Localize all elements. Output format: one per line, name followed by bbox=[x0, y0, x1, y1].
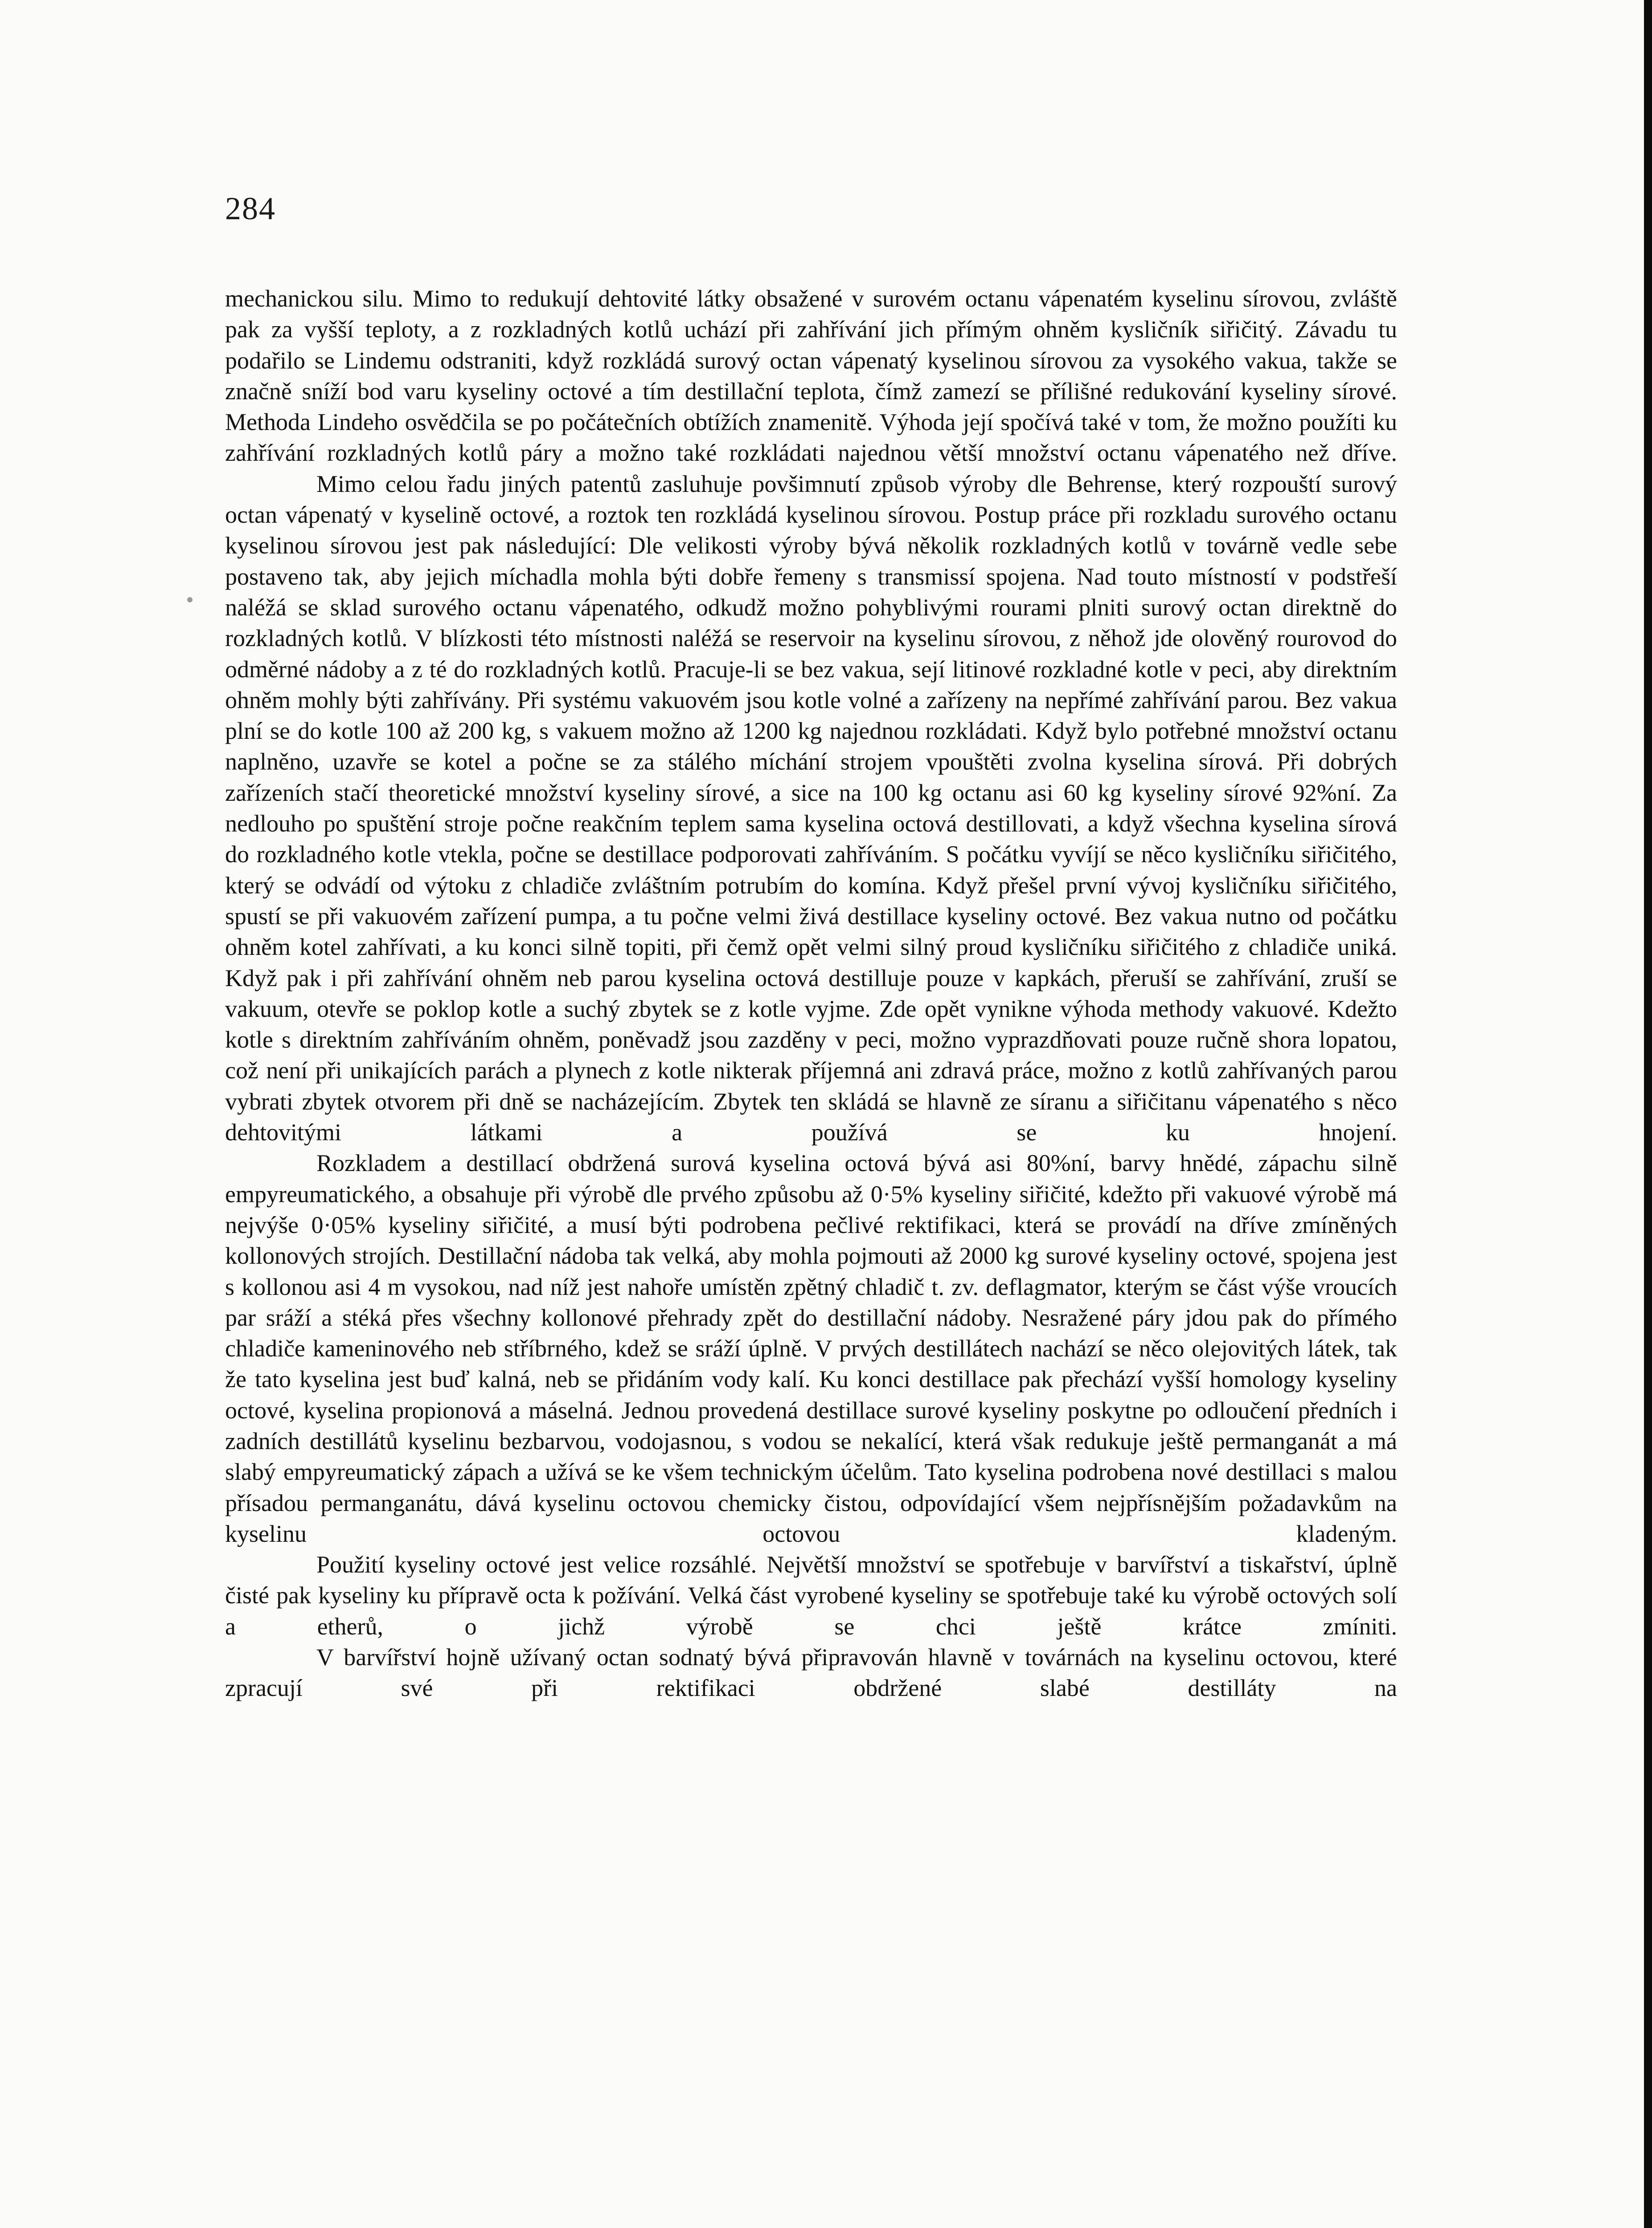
body-text bbox=[225, 283, 1397, 1704]
paragraph-uses: Použití kyseliny octové jest velice rozsáhlé. Největší množství se spotřebuje v barvířství a tiskařství, úplně čisté pak kyseliny ku přípravě octa k požívání. Velká část vyrobené kyseliny se spotřebuje také ku výrobě octových solí a etherů, o jichž výrobě se chci ještě krátce zmíniti. bbox=[225, 1551, 1397, 1640]
paragraph-rectification: Rozkladem a destillací obdržená surová kyselina octová bývá asi 80%ní, barvy hnědé, zápachu silně empyreumatického, a obsahuje při výrobě dle prvého způsobu až 0·5% kyseliny siřičité, kdežto při vakuové výrobě má nejvýše 0·05% kyseliny siřičité, a musí býti podrobena pečlivé rektifikaci, která se provádí na dříve zmíněných kollonových strojích. Destillační nádoba tak velká, aby mohla pojmouti až 2000 kg surové kyseliny octové, spojena jest s kollonou asi 4 m vysokou, nad níž jest nahoře umístěn zpětný chladič t. zv. deflagmator, kterým se část výše vroucích par sráží a stéká přes všechny kollonové přehrady zpět do destillační nádoby. Nesražené páry jdou pak do přímého chladiče kameninového neb stříbrného, kdež se sráží úplně. V prvých destillátech nachází se něco olejovitých látek, tak že tato kyselina jest buď kalná, neb se přidáním vody kalí. Ku konci destillace pak přechází vyšší homology kyseliny octové, kyselina propionová a máselná. Jednou provedená destillace surové kyseliny poskytne po odloučení předních i zadních destillátů kyselinu bezbarvou, vodojasnou, s vodou se nekalící, která však redukuje ještě permanganát a má slabý empyreumatický zápach a užívá se ke všem technickým účelům. Tato kyselina podrobena nové destillaci s malou přísadou permanganátu, dává kyselinu octovou chemicky čistou, odpovídající všem nejpřísnějším požadavkům na kyselinu octovou kladeným. bbox=[225, 1150, 1397, 1547]
scan-edge bbox=[1644, 0, 1652, 2228]
paragraph-sodium-acetate: V barvířství hojně užívaný octan sodnatý bývá připravován hlavně v továrnách na kyselinu octovou, které zpracují své při rektifikaci obdržené slabé destilláty na bbox=[225, 1644, 1397, 1702]
margin-dot bbox=[187, 597, 193, 602]
page-number: 284 bbox=[225, 191, 276, 226]
paragraph-linde-method: mechanickou silu. Mimo to redukují dehtovité látky obsažené v surovém octanu vápenatém kyselinu sírovou, zvláště pak za vyšší teploty, a z rozkladných kotlů uchází při zahřívání jich přímým ohněm kysličník siřičitý. Závadu tu podařilo se Lindemu odstraniti, když rozkládá surový octan vápenatý kyselinou sírovou za vysokého vakua, takže se značně sníží bod varu kyseliny octové a tím destillační teplota, čímž zamezí se přílišné redukování kyseliny sírové. Methoda Lindeho osvědčila se po počátečních obtížích znamenitě. Výhoda její spočívá také v tom, že možno použíti ku zahřívání rozkladných kotlů páry a možno také rozkládati najednou větší množství octanu vápenatého než dříve. bbox=[225, 285, 1397, 467]
paragraph-behrens-process: Mimo celou řadu jiných patentů zasluhuje povšimnutí způsob výroby dle Behrense, který rozpouští surový octan vápenatý v kyselině octové, a roztok ten rozkládá kyselinou sírovou. Postup práce při rozkladu surového octanu kyselinou sírovou jest pak následující: Dle velikosti výroby bývá několik rozkladných kotlů v továrně vedle sebe postaveno tak, aby jejich míchadla mohla býti dobře řemeny s transmissí spojena. Nad touto místností v podstřeší naléžá se sklad surového octanu vápenatého, odkudž možno pohyblivými rourami plniti surový octan direktně do rozkladných kotlů. V blízkosti této místnosti naléžá se reservoir na kyselinu sírovou, z něhož jde olověný rourovod do odměrné nádoby a z té do rozkladných kotlů. Pracuje-li se bez vakua, sejí litinové rozkladné kotle v peci, aby direktním ohněm mohly býti zahřívány. Při systému vakuovém jsou kotle volné a zařízeny na nepřímé zahřívání parou. Bez vakua plní se do kotle 100 až 200 kg, s vakuem možno až 1200 kg najednou rozkládati. Když bylo potřebné množství octanu naplněno, uzavře se kotel a počne se za stálého míchání strojem vpouštěti zvolna kyselina sírová. Při dobrých zařízeních stačí theoretické množství kyseliny sírové, a sice na 100 kg octanu asi 60 kg kyseliny sírové 92%ní. Za nedlouho po spuštění stroje počne reakčním teplem sama kyselina octová destillovati, a když všechna kyselina sírová do rozkladného kotle vtekla, počne se destillace podporovati zahříváním. S počátku vyvíjí se něco kysličníku siřičitého, který se odvádí od výtoku z chladiče zvláštním potrubím do komína. Když přešel první vývoj kysličníku siřičitého, spustí se při vakuovém zařízení pumpa, a tu počne velmi živá destillace kyseliny octové. Bez vakua nutno od počátku ohněm kotel zahřívati, a ku konci silně topiti, při čemž opět velmi silný proud kysličníku siřičitého z chladiče uniká. Když pak i při zahřívání ohněm neb parou kyselina octová destilluje pouze v kapkách, přeruší se zahřívání, zruší se vakuum, otevře se poklop kotle a suchý zbytek se z kotle vyjme. Zde opět vynikne výhoda methody vakuové. Kdežto kotle s direktním zahříváním ohněm, poněvadž jsou zazděny v peci, možno vyprazdňovati pouze ručně shora lopatou, což není při unikajících parách a plynech z kotle nikterak příjemná ani zdravá práce, možno z kotlů zahřívaných parou vybrati zbytek otvorem při dně se nacházejícím. Zbytek ten skládá se hlavně ze síranu a siřičitanu vápenatého s něco dehtovitými látkami a používá se ku hnojení. bbox=[225, 470, 1397, 1146]
